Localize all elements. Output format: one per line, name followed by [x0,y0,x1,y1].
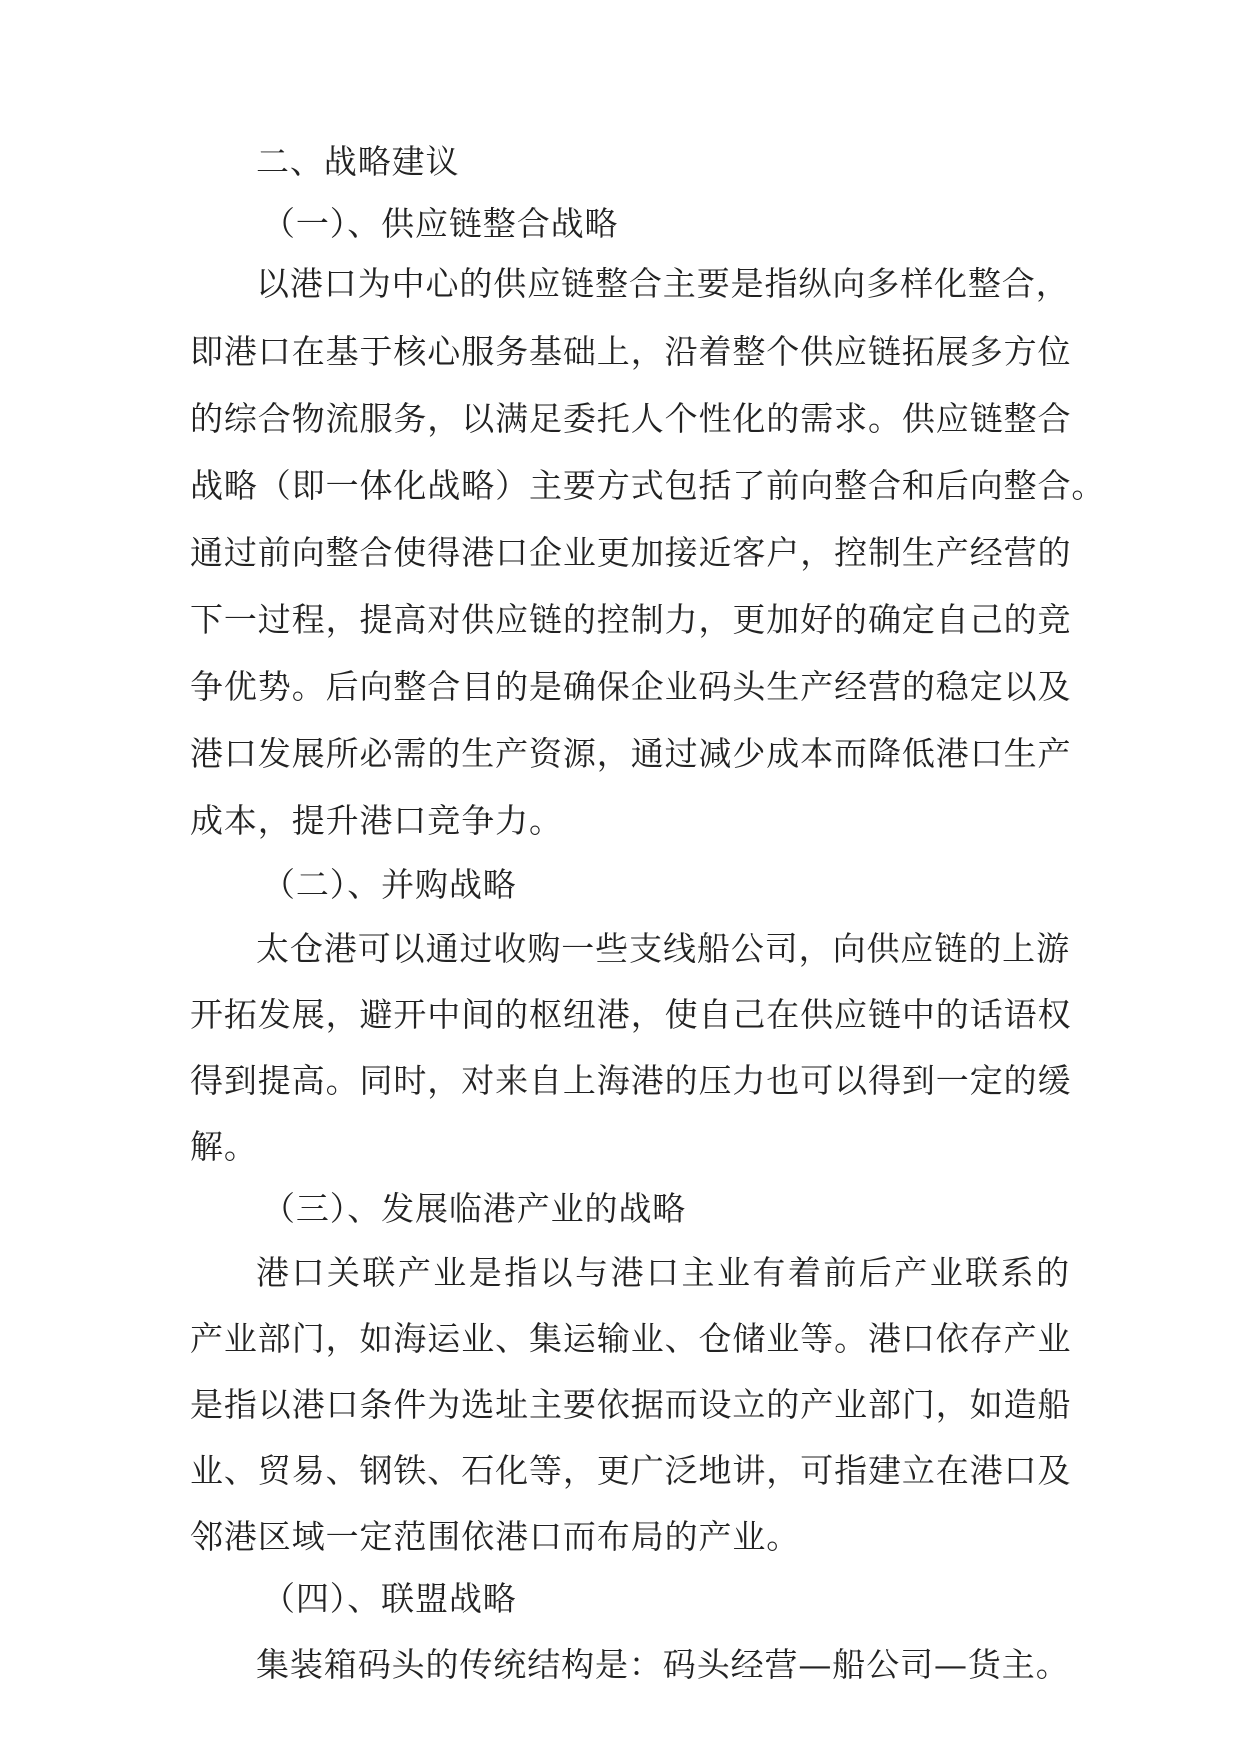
paragraph-2-line-3: 得到提高。同时，对来自上海港的压力也可以得到一定的缓 [190,1061,1072,1100]
paragraph-1-line-8: 港口发展所必需的生产资源，通过减少成本而降低港口生产 [190,734,1072,773]
paragraph-1-line-9: 成本，提升港口竞争力。 [190,801,563,840]
paragraph-3-line-3: 是指以港口条件为选址主要依据而设立的产业部门，如造船 [190,1385,1072,1424]
paragraph-2-line-4: 解。 [190,1127,258,1166]
paragraph-2-line-1: 太仓港可以通过收购一些支线船公司，向供应链的上游 [256,929,1070,968]
paragraph-3-line-4: 业、贸易、钢铁、石化等，更广泛地讲，可指建立在港口及 [190,1451,1072,1490]
subsection-heading-3: （三）、发展临港产业的战略 [262,1189,687,1228]
paragraph-1-line-2: 即港口在基于核心服务基础上，沿着整个供应链拓展多方位 [190,332,1072,371]
paragraph-1-line-6: 下一过程，提高对供应链的控制力，更加好的确定自己的竞 [190,600,1072,639]
paragraph-1-line-7: 争优势。后向整合目的是确保企业码头生产经营的稳定以及 [190,667,1072,706]
paragraph-3-line-2: 产业部门，如海运业、集运输业、仓储业等。港口依存产业 [190,1319,1072,1358]
subsection-heading-4: （四）、联盟战略 [262,1579,517,1618]
paragraph-1-line-4: 战略（即一体化战略）主要方式包括了前向整合和后向整合。 [190,466,1106,505]
section-heading: 二、战略建议 [256,142,460,181]
paragraph-3-line-1: 港口关联产业是指以与港口主业有着前后产业联系的 [256,1253,1070,1292]
subsection-heading-2: （二）、并购战略 [262,865,517,904]
paragraph-3-line-5: 邻港区域一定范围依港口而布局的产业。 [190,1517,801,1556]
paragraph-2-line-2: 开拓发展，避开中间的枢纽港，使自己在供应链中的话语权 [190,995,1072,1034]
paragraph-1-line-5: 通过前向整合使得港口企业更加接近客户，控制生产经营的 [190,533,1072,572]
paragraph-4-line-1: 集装箱码头的传统结构是：码头经营—船公司—货主。 [256,1645,1070,1684]
subsection-heading-1: （一）、供应链整合战略 [262,204,619,243]
paragraph-1-line-1: 以港口为中心的供应链整合主要是指纵向多样化整合， [256,264,1070,303]
paragraph-1-line-3: 的综合物流服务，以满足委托人个性化的需求。供应链整合 [190,399,1072,438]
